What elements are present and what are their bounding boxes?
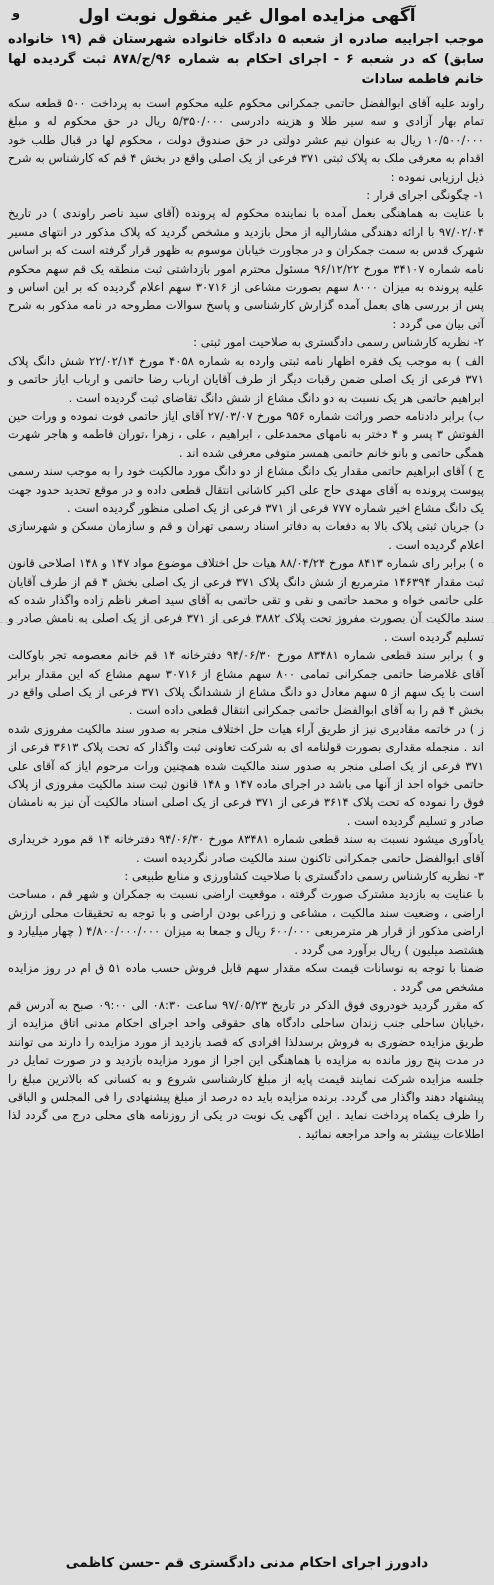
paragraph: یادآوری میشود نسبت به سند قطعی شماره ۸۳۴۸۱ مورخ ۹۴/۰۶/۳۰ دفترخانه ۱۴ قم مورد خریداری آقای ابوالفضل حاتمی جمکرانی تاکنون سند مالکیت صادر نگردیده است .: [8, 832, 485, 865]
paragraph: ضمنا با توجه به نوسانات قیمت سکه مقدار سهم قابل فروش حسب ماده ۵۱ ق ام در روز مزایده مشخص می گردد .: [8, 961, 484, 994]
paragraph: راوند علیه آقای ابوالفضل حاتمی جمکرانی محکوم علیه محکوم است به پرداخت ۵۰۰ قطعه سکه تمام بهار آزادی و سه سیر طلا و هزینه دادرسی ۵/۳۵۰/۰۰۰ ریال در حق محکوم له و مبلغ ۱۰/۵۰۰/۰۰۰ ریال به عنوان نیم عشر دولتی در حق صندوق دولت ، محکوم لها در قبال طلب خود اقدام به معرفی ملک به پلاک ثبتی ۳۷۱ فرعی از یک اصلی واقع در بخش ۴ قم که کارشناس به شرح ذیل ارزیابی نموده :: [8, 96, 485, 184]
clipped-edge-text: و: [12, 6, 21, 21]
paragraph: با عنایت به هماهنگی بعمل آمده با نماینده محکوم له پرونده (آقای سید ناصر راوندی ) در تاریخ ۹۷/۰۲/۰۴ با ارائه دهندگی مشارالیه از محل بازدید و مشخص گردید که پلاک مذکور در انتهای مسیر شهرک قدس به سمت جمکران و در مجاورت خیابان موسوم به ظهور قرار گرفته است که بر اساس نامه شماره ۳۴۱۰۷ مورخ ۹۶/۱۲/۲۲ مسئول محترم امور بازداشتی ثبت منطقه یک قم سهم محکوم علیه پرونده به میزان ۸۰۰۰ سهم بصورت مشاعی از ۳۰۷۱۶ سهم اعلام گردیده که بر این اساس و پس از بررسی های بعمل آمده گزارش کارشناسی و پاسخ سوالات مطروحه در نامه مذکور به شرح آتی بیان می گردد :: [8, 206, 484, 331]
notice-title: آگهی مزایده اموال غیر منقول نوبت اول: [78, 6, 416, 26]
paragraph: د) جریان ثبتی پلاک بالا به دفعات به دفاتر اسناد رسمی تهران و قم و سازمان مسکن و شهرسازی اعلام گردیده است .: [8, 519, 484, 552]
paragraph: و ) برابر سند قطعی شماره ۸۳۴۸۱ مورخ ۹۴/۰۶/۳۰ دفترخانه ۱۴ قم خانم معصومه تجر باوکالت آقای غلامرضا حاتمی جمکرانی تمامی ۸۰۰ سهم مشاع از ۳۰۷۱۶ سهم مشاع که این مقدار برابر است با یک سهم از ۵ سهم معادل دو دانگ مشاع از ششدانگ پلاک ۳۷۱ فرعی از یک اصلی واقع در بخش ۴ قم را به آقای ابوالفضل حاتمی جمکرانی انتقال قطعی داده است .: [8, 648, 485, 718]
section-heading: ۳- نظریه کارشناس رسمی دادگستری با صلاحیت کشاورزی و منابع طبیعی :: [124, 869, 484, 884]
paragraph: ه ) برابر رای شماره ۸۴۱۳ مورخ ۸۸/۰۴/۲۴ هیات حل اختلاف موضوع مواد ۱۴۷ و ۱۴۸ اصلاحی قانون ثبت مقدار ۱۴۶۳۹۴ مترمربع از شش دانگ پلاک ۳۷۱ فرعی از یک اصلی بخش ۴ قم از طرف آقایان علی حاتمی خواه و محمد حاتمی و نقی و تقی حاتمی به آقای سید اصغر ناظم زاده واگذار شده که سند مالکیت آن بصورت مفروز تحت پلاک ۳۸۸۲ فرعی از ۳۷۱ فرعی از یک اصلی به نامش صادر و تسلیم گردیده است .: [8, 556, 485, 644]
paragraph: با عنایت به بازدید مشترک صورت گرفته ، موقعیت اراضی نسبت به جمکران و شهر قم ، مساحت اراضی ، وضعیت سند مالکیت ، مشاعی و زراعی بودن اراضی و با توجه به تحقیقات محلی ارزش اراضی مذکور از قرار هر مترمربعی ۶۰۰/۰۰۰ ریال و جمعا به میزان ۴/۸۰۰/۰۰۰/۰۰۰ ( چهار میلیارد و هشتصد میلیون ) ریال برآورد می گردد .: [8, 887, 484, 957]
signature: دادورز اجرای احکام مدنی دادگستری قم -حسن کاظمی: [65, 1555, 429, 1571]
section-heading: ۱- چگونگی اجرای قرار :: [366, 188, 484, 203]
notice-body: [0, 90, 494, 1143]
paragraph: ز ) در خاتمه مقادیری نیز از طریق آراء هیات حل اختلاف منجر به صدور سند مالکیت مفروزی شده اند . منجمله مقداری بصورت قولنامه ای به شرکت تعاونی ثبت واگذار که تحت پلاک ۳۶۱۳ فرعی از ۳۷۱ فرعی از یک اصلی منجر به صدور سند مالکیت شده همچنین ورات مرحوم ایاز که آقای علی حاتمی خواه احد از آنها می باشد در اجرای ماده ۱۴۷ و ۱۴۸ قانون ثبت سند مالکیت مفروزی از پلاک فوق را نموده که تحت پلاک ۳۶۱۴ فرعی از ۳۷۱ فرعی از یک اصلی اسناد مالکیت آن نیز به نامشان صادر و تسلیم گردیده است .: [8, 721, 485, 828]
paragraph: الف ) به موجب یک فقره اظهار نامه ثبتی وارده به شماره ۴۰۵۸ مورخ ۲۲/۰۲/۱۴ شش دانگ پلاک ۳۷۱ فرعی از یک اصلی ضمن رقبات دیگر از طرف آقایان ارباب رضا حاتمی و ارباب ایاز حاتمی و ابراهیم حاتمی هر یک نسبت به دو دانگ مشاع از شش دانگ تقاضای ثبت گردیده است .: [8, 353, 484, 405]
notice-intro: موجب اجراییه صادره از شعبه ۵ دادگاه خانواده شهرستان قم (۱۹ خانواده سابق) که در شعبه ۶ - اجرای احکام به شماره ۹۶/ج/۸۷۸ ثبت گردیده لها خانم فاطمه سادات: [8, 32, 484, 87]
section-heading: ۲- نظریه کارشناس رسمی دادگستری به صلاحیت امور ثبتی :: [193, 335, 484, 350]
paragraph: ب) برابر دادنامه حصر وراثت شماره ۹۵۶ مورخ ۲۷/۰۳/۰۷ آقای ایاز حاتمی فوت نموده و ورات حین الفوتش ۳ پسر و ۴ دختر به نامهای محمدعلی ، ابراهیم ، علی ، زهرا ،توران فاطمه و هاجر شهرت همگی حاتمی و بانو خانم حاتمی همسر متوفی معرفی شده اند .: [8, 408, 484, 460]
fold-line: [0, 622, 494, 623]
paragraph: که مقرر گردید خودروی فوق الذکر در تاریخ ۹۷/۰۵/۲۳ ساعت ۰۸:۳۰ الی ۰۹:۰۰ صبح به آدرس قم ،خیابان ساحلی جنب زندان ساحلی دادگاه های حقوقی واحد اجرای احکام مدنی اتاق مزایده از طریق مزایده حضوری به فروش برسدلذا افرادی که قصد بازدید از مورد مزایده را دارند می توانند در مدت پنج روز مانده به مزایده با هماهنگی این اجرا از مورد مزایده بازدید و در صورت تمایل در جلسه مزایده شرکت نمایند قیمت پایه از مبلغ کارشناسی شروع و به کسانی که بالاترین مبلغ را پیشنهاد دهند واگذار می گردد. برنده مزایده باید ده درصد از مبلغ پیشنهادی را فی المجلس و الباقی را ظرف یکماه پرداخت نماید . این آگهی یک نوبت در یکی از روزنامه های محلی درج می گردد لذا اطلاعات بیشتر به واحد مراجعه نمائید .: [8, 997, 485, 1141]
paragraph: ج ) آقای ابراهیم حاتمی مقدار یک دانگ مشاع از دو دانگ مورد مالکیت خود را به موجب سند رسمی پیوست پرونده به آقای مهدی حاج علی اکبر کاشانی انتقال قطعی داده و در موقع تحدید حدود جهت یک دانگ مشاع اخیر شماره ۷۷۷ فرعی از ۳۷۱ فرعی از یک اصلی منظور گردیده است .: [8, 464, 484, 515]
